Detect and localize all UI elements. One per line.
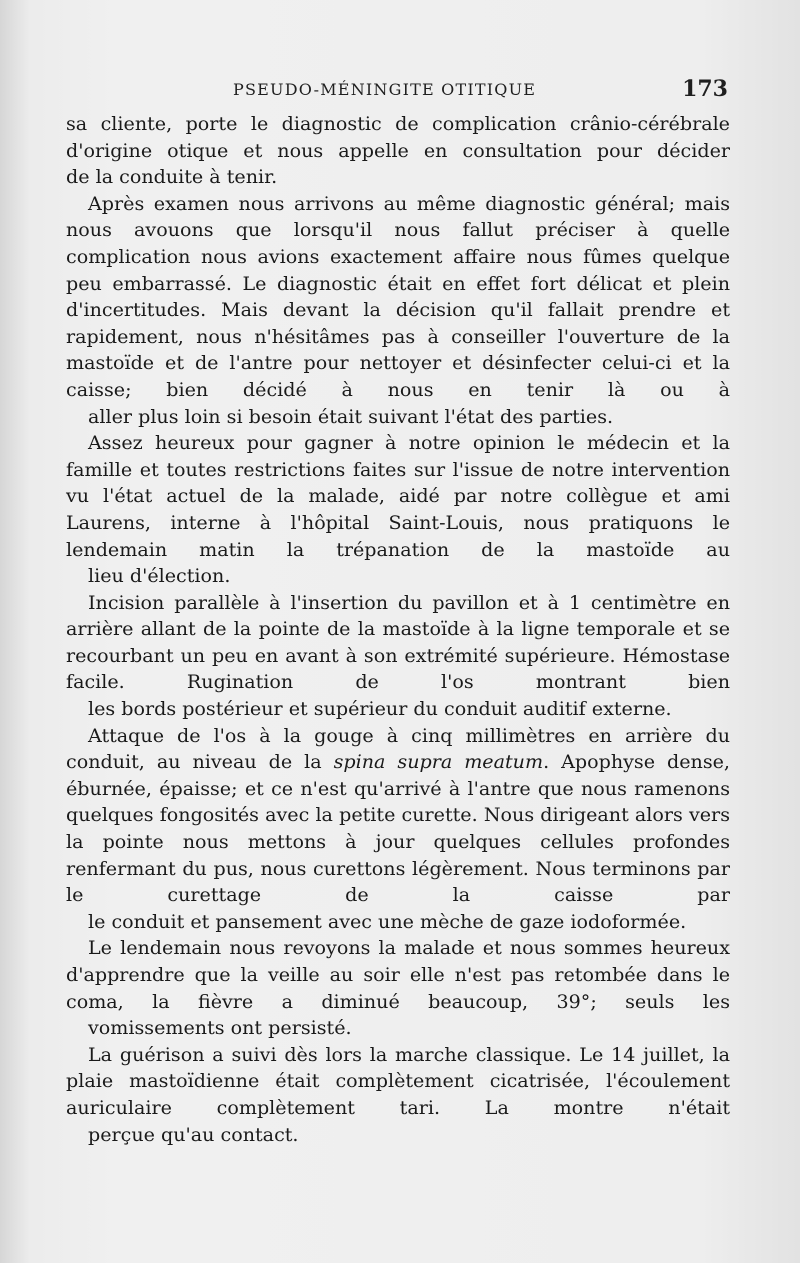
running-title: PSEUDO-MÉNINGITE OTITIQUE bbox=[233, 80, 537, 99]
page-number: 173 bbox=[682, 76, 728, 102]
paragraph-text: Assez heureux pour gagner à notre opinion le médecin et la famille et toutes restrictions faites sur l'issue de notre intervention vu l'état actuel de la malade, aidé par notre collègue et ami Laurens, interne à l'hôpital Saint-Louis, nous pratiquons le lendemain matin la trépanation de la mastoïde au bbox=[66, 431, 730, 561]
paragraph-last-line: le conduit et pansement avec une mèche de gaze iodoformée. bbox=[88, 909, 687, 933]
paragraph-text: Après examen nous arrivons au même diagnostic général; mais nous avouons que lorsqu'il nous fallut préciser à quelle complication nous avions exactement affaire nous fûmes quelque peu embarrassé. Le diagnostic était en effet fort délicat et plein d'incertitudes. Mais devant la décision qu'il fallait prendre et rapidement, nous n'hésitâmes pas à conseiller l'ouverture de la mastoïde et de l'antre pour nettoyer et désinfecter celui-ci et la caisse; bien décidé à nous en tenir là ou à bbox=[66, 191, 730, 401]
paragraph-last-line: perçue qu'au contact. bbox=[88, 1122, 299, 1146]
paragraph-3 bbox=[66, 430, 730, 590]
paragraph-last-line: aller plus loin si besoin était suivant l'état des parties. bbox=[88, 404, 614, 428]
paragraph-text: Attaque de l'os à la gouge à cinq millimètres en arrière du conduit, au niveau de la bbox=[66, 723, 730, 774]
paragraph-5 bbox=[66, 723, 730, 936]
paragraph-4 bbox=[66, 590, 730, 723]
paragraph-text: Le lendemain nous revoyons la malade et nous sommes heureux d'apprendre que la veille au soir elle n'est pas retombée dans le coma, la fièvre a diminué beaucoup, 39°; seuls les bbox=[66, 936, 730, 1013]
paragraph-text: sa cliente, porte le diagnostic de complication crânio-cérébrale d'origine otique et nous appelle en consultation pour décider bbox=[66, 112, 730, 162]
paragraph-7 bbox=[66, 1042, 730, 1148]
paragraph-1 bbox=[66, 111, 730, 191]
paragraph-last-line: lieu d'élection. bbox=[88, 564, 231, 588]
body-text bbox=[66, 111, 730, 1148]
paragraph-text: . Apophyse dense, éburnée, épaisse; et ce n'est qu'arrivé à l'antre que nous ramenons quelques fongosités avec la petite curette. Nous dirigeant alors vers la pointe nous mettons à jour quelques cellules profondes renfermant du pus, nous curettons légèrement. Nous terminons par le curettage de la caisse par bbox=[66, 750, 730, 907]
running-head bbox=[60, 78, 728, 102]
paragraph-6 bbox=[66, 935, 730, 1041]
paragraph-text: La guérison a suivi dès lors la marche classique. Le 14 juillet, la plaie mastoïdienne était complètement cicatrisée, l'écoulement auriculaire complètement tari. La montre n'était bbox=[66, 1042, 730, 1119]
paragraph-last-line: vomissements ont persisté. bbox=[88, 1016, 352, 1040]
paragraph-text: Incision parallèle à l'insertion du pavillon et à 1 centimètre en arrière allant de la pointe de la mastoïde à la ligne temporale et se recourbant un peu en avant à son extrémité supérieure. Hémostase facile. Rugination de l'os montrant bien bbox=[66, 590, 730, 694]
paragraph-last-line: de la conduite à tenir. bbox=[66, 165, 278, 189]
paragraph-2 bbox=[66, 191, 730, 430]
paragraph-last-line: les bords postérieur et supérieur du conduit auditif externe. bbox=[88, 697, 672, 721]
italic-term: spina supra meatum bbox=[333, 750, 544, 774]
